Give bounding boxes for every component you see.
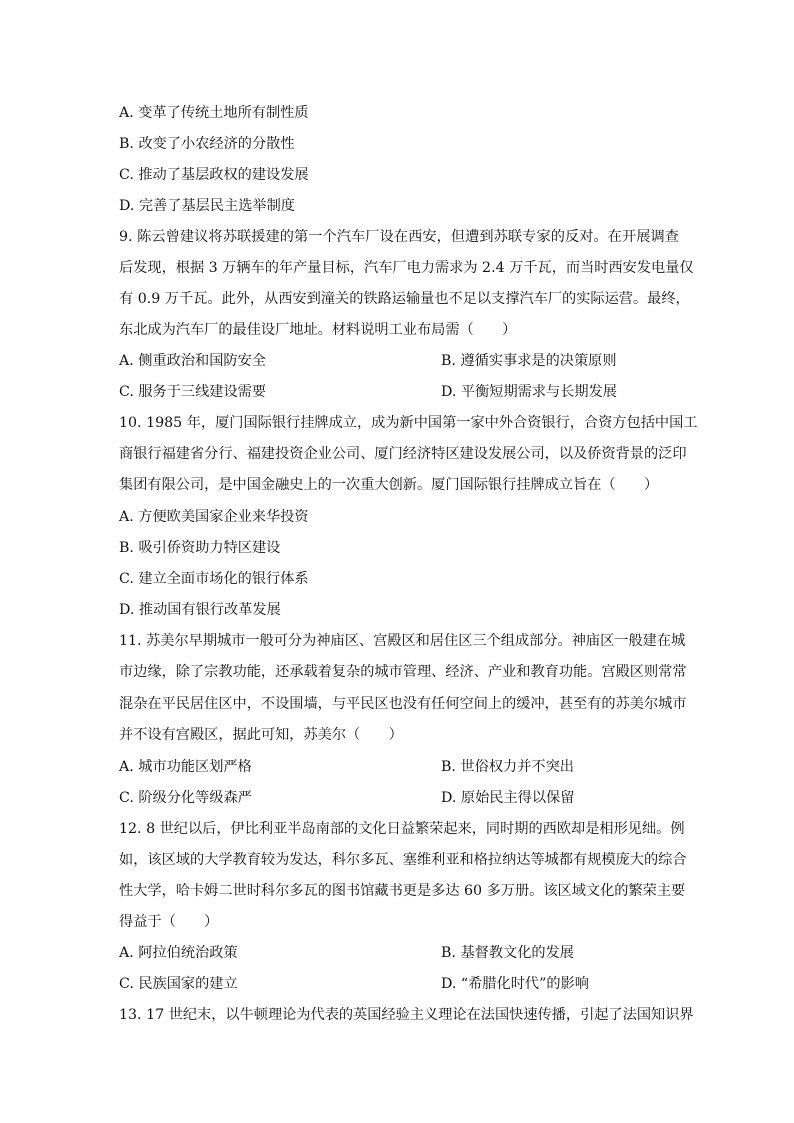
q11-option-a: A. 城市功能区划严格 xyxy=(119,759,252,775)
q10-stem-line-3: 集团有限公司，是中国金融史上的一次重大创新。厦门国际银行挂牌成立旨在（ ） xyxy=(119,477,659,493)
q9-option-a: A. 侧重政治和国防安全 xyxy=(119,353,266,369)
q9-stem-line-4: 东北成为汽车厂的最佳设厂地址。材料说明工业布局需（ ） xyxy=(119,322,517,338)
q11-stem-line-2: 市边缘，除了宗教功能，还承载着复杂的城市管理、经济、产业和教育功能。宫殿区则常常 xyxy=(119,664,687,680)
q10-stem-line-2: 商银行福建省分行、福建投资企业公司、厦门经济特区建设发展公司，以及侨资背景的泛印 xyxy=(119,446,687,462)
q9-stem-line-3: 有 0.9 万千瓦。此外，从西安到潼关的铁路运输量也不足以支撑汽车厂的实际运营。最终， xyxy=(119,291,690,307)
q11-stem-line-3: 混杂在平民居住区中，不设围墙，与平民区也没有任何空间上的缓冲，甚至有的苏美尔城市 xyxy=(119,696,687,712)
q10-option-c: C. 建立全面市场化的银行体系 xyxy=(119,571,309,587)
q10-option-a: A. 方便欧美国家企业来华投资 xyxy=(119,509,309,525)
q12-option-d: D. “希腊化时代”的影响 xyxy=(441,976,589,992)
q12-stem-line-1: 12. 8 世纪以后，伊比利亚半岛南部的文化日益繁荣起来，同时期的西欧却是相形见绌。例 xyxy=(119,821,685,837)
q12-stem-line-3: 性大学，哈卡姆二世时科尔多瓦的图书馆藏书更是多达 60 多万册。该区域文化的繁荣主要 xyxy=(119,883,686,899)
q10-option-b: B. 吸引侨资助力特区建设 xyxy=(119,540,281,556)
q12-option-a: A. 阿拉伯统治政策 xyxy=(119,945,238,961)
q12-stem-line-4: 得益于（ ） xyxy=(119,914,219,930)
q10-option-d: D. 推动国有银行改革发展 xyxy=(119,602,281,618)
q10-stem-line-1: 10. 1985 年，厦门国际银行挂牌成立，成为新中国第一家中外合资银行，合资方包括中国工 xyxy=(119,415,698,431)
q11-option-d: D. 原始民主得以保留 xyxy=(441,790,575,806)
q8-option-d: D. 完善了基层民主选举制度 xyxy=(119,198,295,214)
q12-option-b: B. 基督教文化的发展 xyxy=(441,945,574,961)
q9-stem-line-1: 9. 陈云曾建议将苏联援建的第一个汽车厂设在西安，但遭到苏联专家的反对。在开展调查 xyxy=(119,229,679,245)
q11-stem-line-4: 并不设有宫殿区，据此可知，苏美尔（ ） xyxy=(119,727,403,743)
q8-option-b: B. 改变了小农经济的分散性 xyxy=(119,136,295,152)
q11-option-c: C. 阶级分化等级森严 xyxy=(119,790,252,806)
q12-stem-line-2: 如，该区域的大学教育较为发达，科尔多瓦、塞维利亚和格拉纳达等城都有规模庞大的综合 xyxy=(119,852,687,868)
q8-option-a: A. 变革了传统土地所有制性质 xyxy=(119,105,309,121)
q11-option-b: B. 世俗权力并不突出 xyxy=(441,759,574,775)
q8-option-c: C. 推动了基层政权的建设发展 xyxy=(119,167,309,183)
q9-option-b: B. 遵循实事求是的决策原则 xyxy=(441,353,617,369)
q12-option-c: C. 民族国家的建立 xyxy=(119,976,238,992)
q11-stem-line-1: 11. 苏美尔早期城市一般可分为神庙区、宫殿区和居住区三个组成部分。神庙区一般建在城 xyxy=(119,633,686,649)
q9-option-c: C. 服务于三线建设需要 xyxy=(119,384,267,400)
q9-stem-line-2: 后发现，根据 3 万辆车的年产量目标，汽车厂电力需求为 2.4 万千瓦，而当时西安发电量仅 xyxy=(119,260,694,276)
q13-stem-line-1: 13. 17 世纪末，以牛顿理论为代表的英国经验主义理论在法国快速传播，引起了法国知识界 xyxy=(119,1007,694,1023)
q9-option-d: D. 平衡短期需求与长期发展 xyxy=(441,384,617,400)
